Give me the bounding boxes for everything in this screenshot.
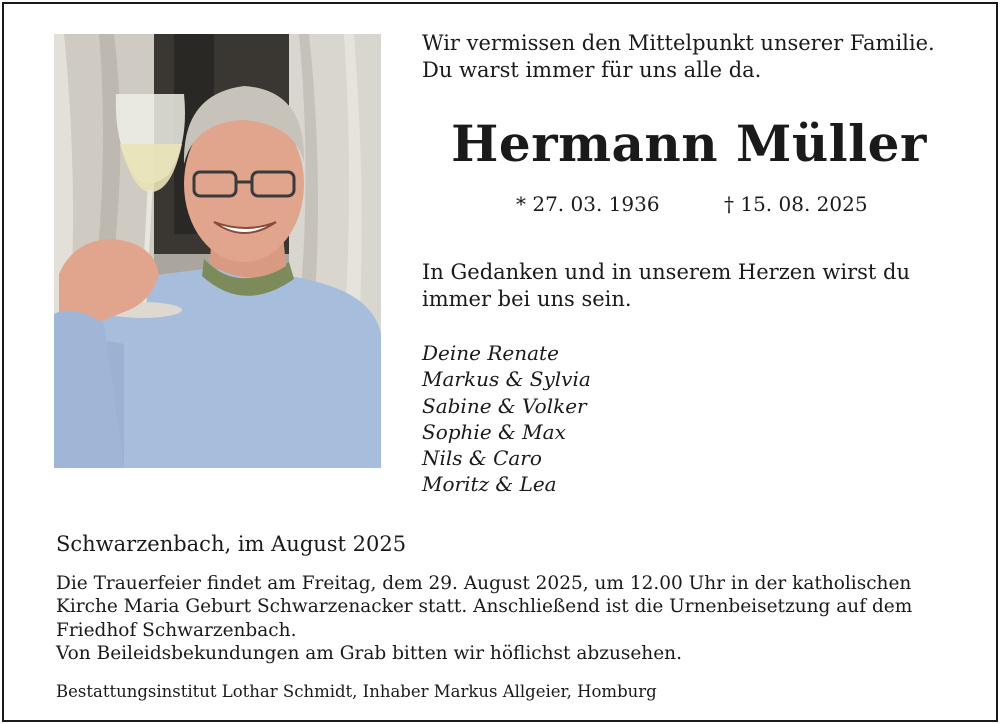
birth-date: * 27. 03. 1936 [516, 192, 660, 216]
deceased-name: Hermann Müller [451, 114, 927, 173]
portrait-photo [54, 34, 381, 468]
mourner: Sophie & Max [422, 419, 566, 444]
obituary-frame [2, 2, 998, 722]
intro-text [422, 30, 935, 84]
ceremony-line: Kirche Maria Geburt Schwarzenacker statt. Anschließend ist die Urnenbeisetzung auf dem [56, 596, 913, 618]
mourner: Deine Renate [422, 341, 559, 365]
intro-line-2: Du warst immer für uns alle da. [422, 58, 762, 82]
ceremony-line: Von Beileidsbekundungen am Grab bitten wir höflichst abzusehen. [56, 642, 682, 664]
mourners-list [422, 340, 591, 498]
death-date: † 15. 08. 2025 [724, 192, 868, 216]
mourner: Nils & Caro [422, 446, 542, 471]
ceremony-info [56, 572, 912, 665]
mourner: Moritz & Lea [422, 472, 557, 497]
mourner: Markus & Sylvia [422, 367, 591, 392]
remembrance-line-1: In Gedanken und in unserem Herzen wirst du [422, 260, 910, 284]
ceremony-line: Friedhof Schwarzenbach. [56, 619, 297, 641]
funeral-home: Bestattungsinstitut Lothar Schmidt, Inhaber Markus Allgeier, Homburg [56, 682, 657, 701]
ceremony-line: Die Trauerfeier findet am Freitag, dem 29. August 2025, um 12.00 Uhr in der katholischen [56, 573, 912, 594]
intro-line-1: Wir vermissen den Mittelpunkt unserer Familie. [422, 31, 935, 55]
remembrance-line-2: immer bei uns sein. [422, 287, 632, 311]
remembrance-text [422, 259, 910, 313]
place-and-date: Schwarzenbach, im August 2025 [56, 532, 407, 556]
mourner: Sabine & Volker [422, 393, 587, 418]
